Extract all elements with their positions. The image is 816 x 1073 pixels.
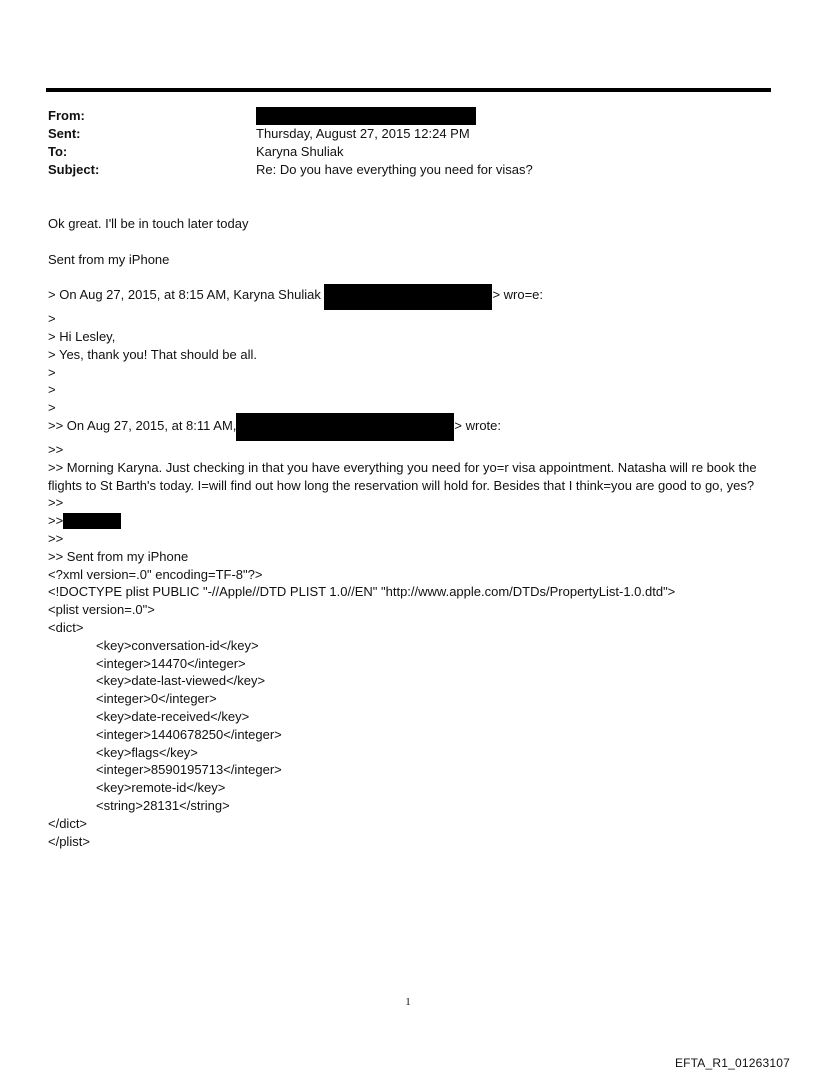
from-row [48,107,768,125]
subject-value: Re: Do you have everything you need for visas? [256,162,533,177]
xml-line: <key>flags</key> [96,744,198,760]
xml-line: <!DOCTYPE plist PUBLIC "-//Apple//DTD PLIST 1.0//EN" "http://www.apple.com/DTDs/PropertyList-1.0.dtd"> [48,584,676,600]
email-header [48,107,768,179]
quote-header-line [48,417,770,441]
page-number: 1 [405,996,411,1008]
quote-header-line [48,286,770,310]
xml-line: <plist version=.0"> [48,602,155,618]
xml-line: <key>conversation-id</key> [96,637,259,653]
sent-value: Thursday, August 27, 2015 12:24 PM [256,126,470,141]
quote-line: > Yes, thank you! That should be all. [48,346,257,362]
redaction-box [63,513,121,529]
quote-line [48,512,770,530]
quote-line: > [48,382,56,398]
quote-line: >> [48,441,64,457]
email-body [48,215,770,850]
quote-line: >> Sent from my iPhone [48,548,189,564]
from-value-redacted [256,107,476,125]
xml-line: <integer>1440678250</integer> [96,726,282,742]
redaction-box [324,284,492,310]
to-label: To: [48,144,68,159]
xml-line: <integer>0</integer> [96,691,217,707]
xml-line: </dict> [48,815,88,831]
to-value: Karyna Shuliak [256,144,344,159]
quote-line: > [48,311,56,327]
body-line: Ok great. I'll be in touch later today [48,216,249,231]
quote-line: > [48,400,56,416]
sent-label: Sent: [48,126,81,141]
xml-line: <integer>8590195713</integer> [96,762,282,778]
quote-marker: >> [48,513,64,529]
redaction-box [236,413,454,441]
quote-header-text: > On Aug 27, 2015, at 8:15 AM, Karyna Shuliak [48,287,325,303]
xml-line: <dict> [48,619,84,635]
xml-line: <integer>14470</integer> [96,655,246,671]
quote-paragraph: >> Morning Karyna. Just checking in that you have everything you need for yo=r visa appointment. Natasha will re book the flights to St Barth's today. I=will find out how long the reservation will hold for. Besides that I think=you are good to go, yes? [48,459,757,493]
body-line: Sent from my iPhone [48,251,170,267]
sent-row [48,125,768,143]
blank-line [48,233,770,251]
quote-header-text: >> On Aug 27, 2015, at 8:11 AM, [48,417,237,433]
xml-line: <?xml version=.0" encoding=TF-8"?> [48,566,263,582]
to-row [48,143,768,161]
from-label: From: [48,108,85,123]
xml-line: </plist> [48,833,90,849]
xml-line: <key>remote-id</key> [96,780,226,796]
quote-header-suffix: > wro=e: [492,287,544,303]
header-rule [46,88,771,92]
xml-line: <key>date-last-viewed</key> [96,673,266,689]
quote-line: >> [48,495,64,511]
redaction-box [256,107,476,125]
quote-line: > Hi Lesley, [48,328,116,344]
xml-line: <string>28131</string> [96,797,230,813]
xml-line: <key>date-received</key> [96,708,250,724]
quote-header-suffix: > wrote: [454,417,502,433]
subject-row [48,161,768,179]
bates-number: EFTA_R1_01263107 [674,1056,790,1070]
quote-line: > [48,364,56,380]
subject-label: Subject: [48,162,100,177]
quote-line: >> [48,530,64,546]
